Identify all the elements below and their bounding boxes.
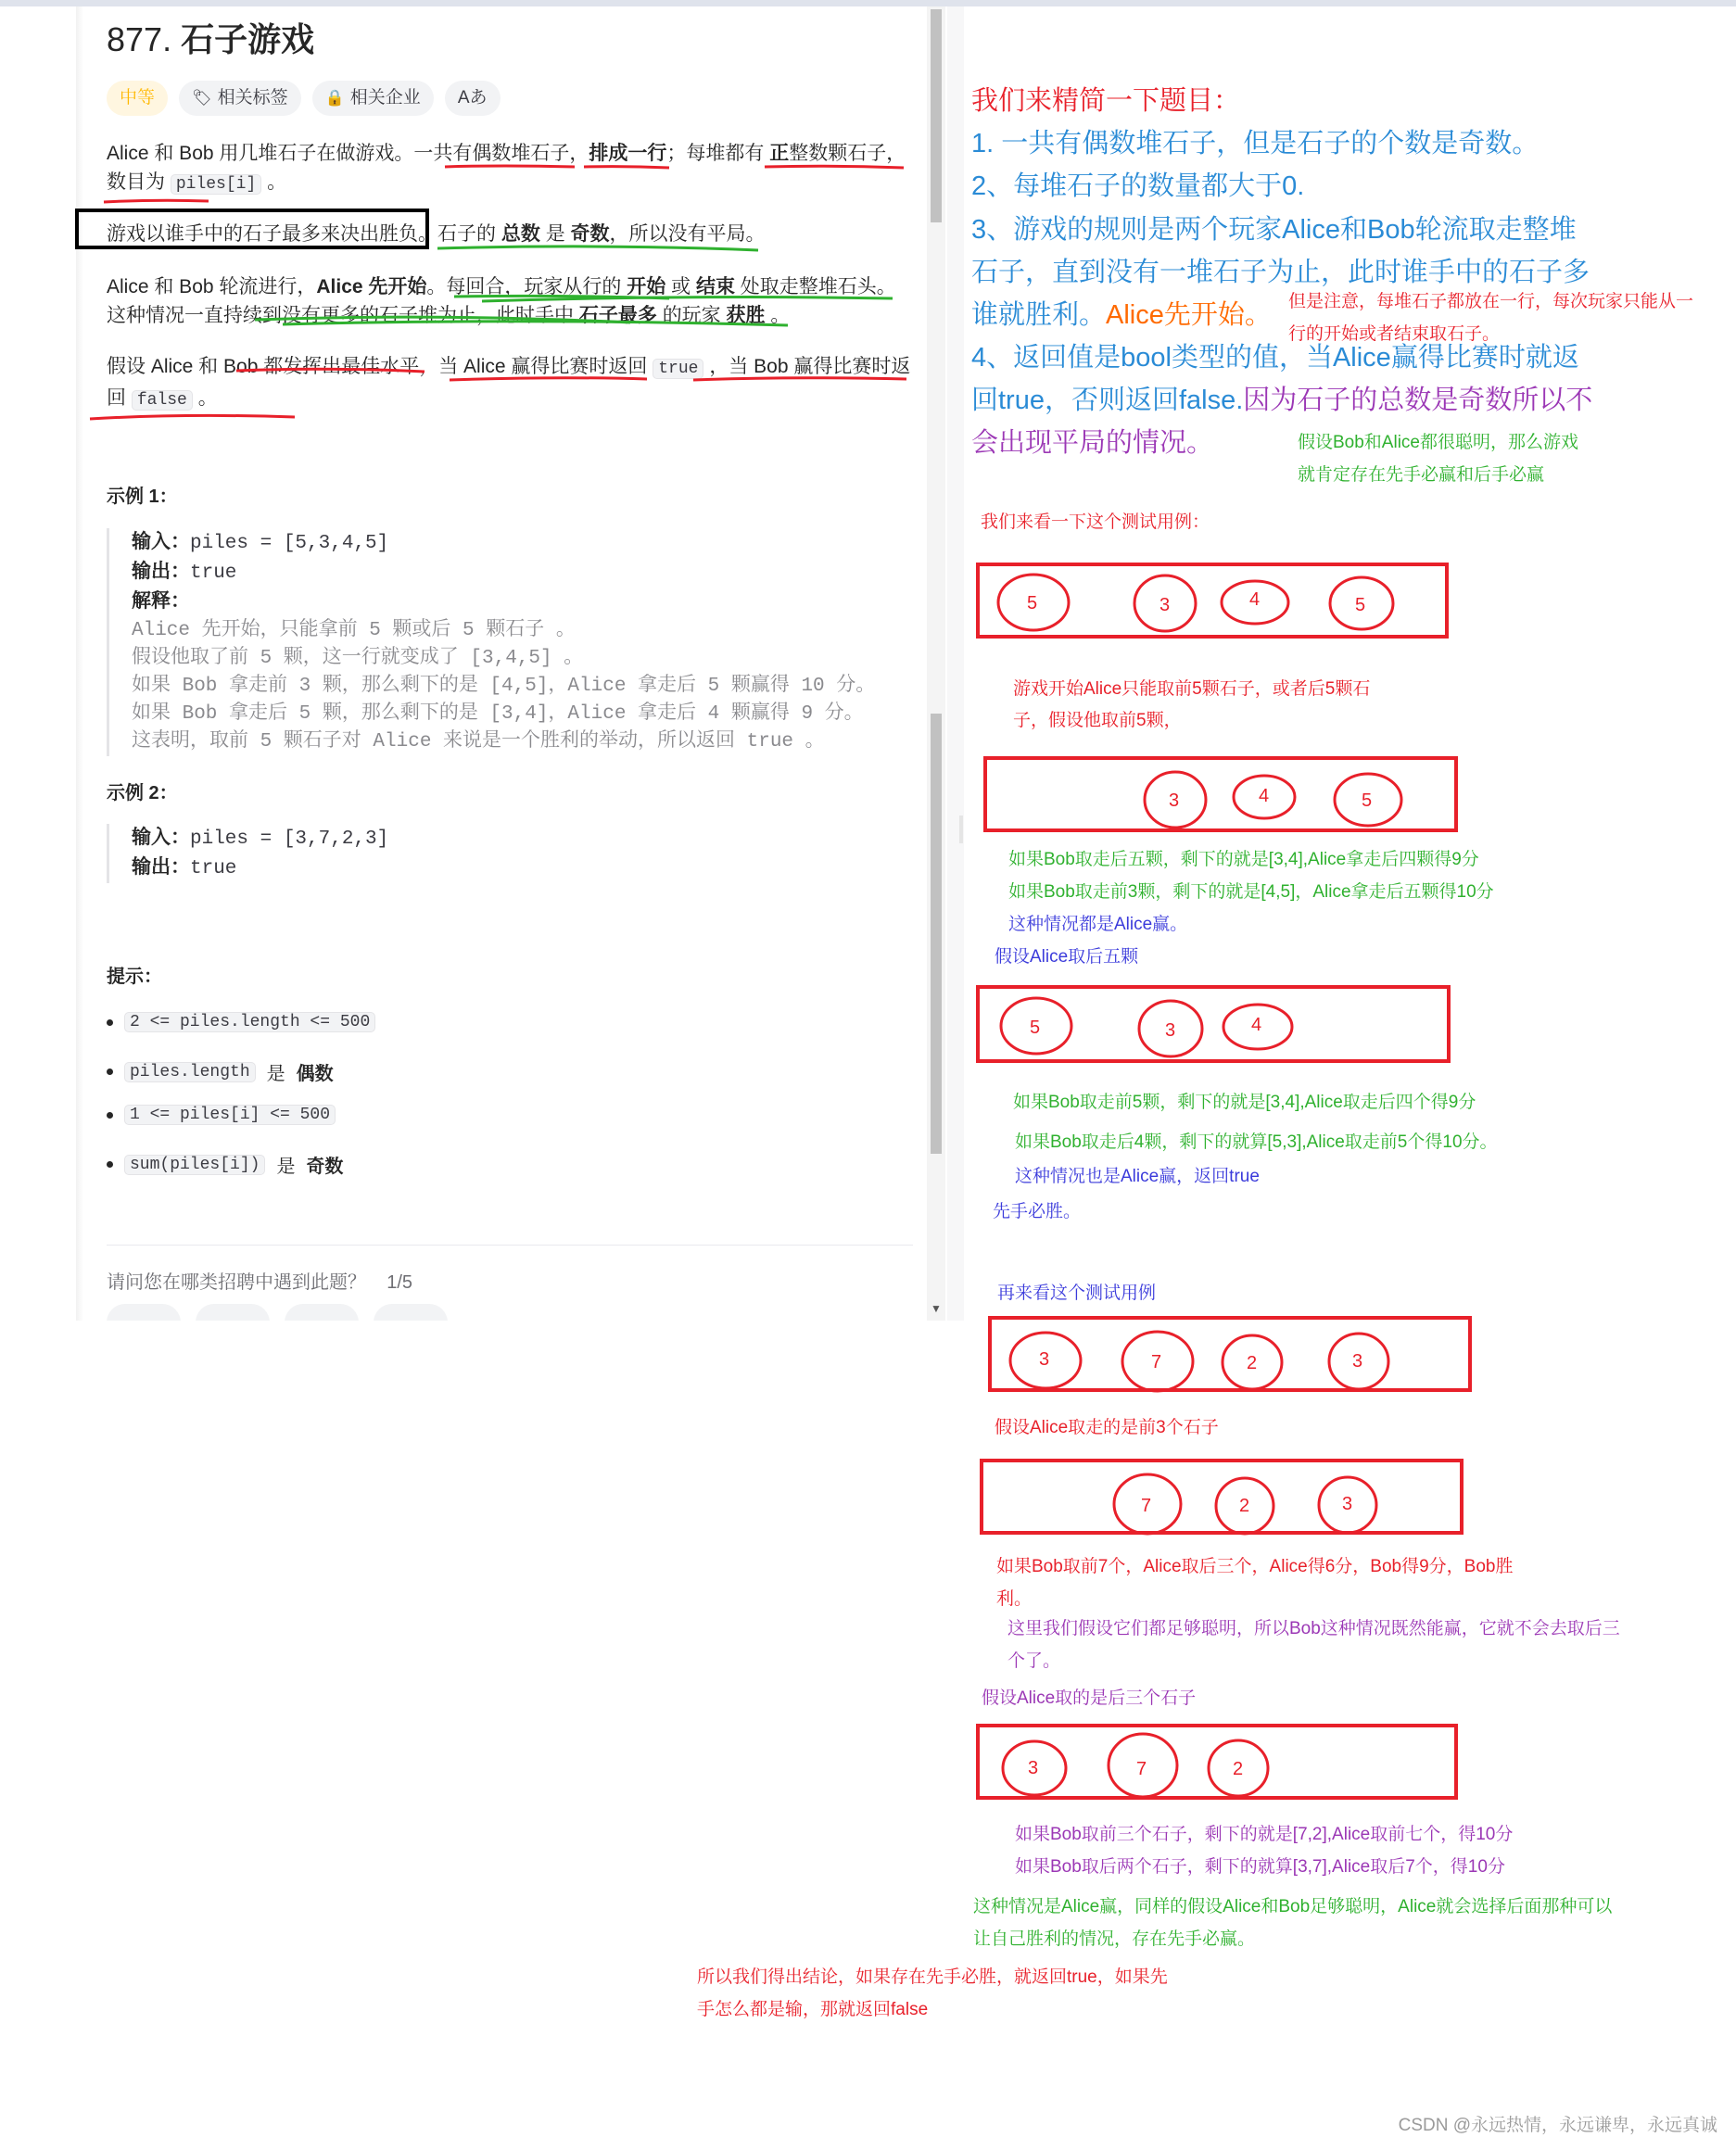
pile-value: 4 — [1259, 786, 1270, 806]
difficulty-badge[interactable]: 中等 — [107, 81, 168, 116]
pile-value: 7 — [1151, 1352, 1162, 1372]
hint-item: piles.length 是 偶数 — [107, 1058, 334, 1085]
red-underlines — [90, 166, 906, 419]
description-para-1: Alice 和 Bob 用几堆石子在做游戏。一共有偶数堆石子，排成一行；每堆都有 正整数颗石子， 数目为 piles[i] 。 — [107, 143, 906, 194]
note-line: 3、游戏的规则是两个玩家Alice和Bob轮流取走整堆 — [971, 215, 1577, 245]
note-small: 但是注意，每堆石子都放在一行，每次玩家只能从一 — [1288, 292, 1694, 311]
translate-icon: Aあ — [457, 88, 488, 108]
pile-value: 3 — [1169, 790, 1180, 811]
pile-value: 7 — [1136, 1759, 1147, 1779]
pile-value: 5 — [1027, 593, 1038, 613]
hints-heading: 提示： — [107, 967, 162, 987]
pile-value: 7 — [1141, 1496, 1152, 1516]
problem-title: 877. 石子游戏 — [107, 20, 315, 58]
example-2-heading: 示例 2： — [107, 783, 178, 803]
note-line: 2、每堆石子的数量都大于0. — [971, 171, 1305, 201]
pile-value: 5 — [1362, 790, 1373, 811]
note-small: 这种情况都是Alice赢。 — [1008, 915, 1188, 934]
watermark: CSDN @永远热情，永远谦卑，永远真诚 — [1398, 2116, 1717, 2135]
note-small: 这种情况是Alice赢，同样的假设Alice和Bob足够聪明，Alice就会选择后面那种可以 — [973, 1897, 1613, 1916]
note-small: 我们来看一下这个测试用例： — [981, 512, 1210, 532]
note-small: 行的开始或者结束取石子。 — [1288, 324, 1501, 344]
description-para-3: Alice 和 Bob 轮流进行，Alice 先开始。每回合，玩家从行的 开始 或 结束 处取走整堆石头。 这种情况一直持续到没有更多的石子堆为止，此时手中 石子最多 的玩家 获胜 。 — [107, 276, 896, 326]
pile-value: 3 — [1159, 595, 1171, 615]
green-underlines — [255, 247, 893, 325]
related-companies-button[interactable]: 🔒 相关企业 — [312, 81, 434, 116]
pile-value: 3 — [1352, 1351, 1363, 1372]
pile-value: 4 — [1251, 1015, 1262, 1035]
note-line: 谁就胜利。Alice先开始。 — [971, 300, 1272, 330]
description-para-4: 假设 Alice 和 Bob 都发挥出最佳水平，当 Alice 赢得比赛时返回 true ，当 Bob 赢得比赛时返 回 false 。 — [107, 356, 911, 410]
example-1-block: 输入：piles = [5,3,4,5] 输出：true 解释： Alice 先开始，只能拿前 5 颗或后 5 颗石子 。 假设他取了前 5 颗，这一行就变成了 [3,4,5] 。 如果 Bob 拿走前 3 颗，那么剩下的是 [4,5]，Alice 拿走后 5 颗赢得 10 分。 如果 Bob 拿走后 5 颗，那么剩下的是 [3,4]，Alice 拿走后 4 颗赢得 9 分。 这表明，取前 5 颗石子对 Alice 来说是一个胜利的举动，所以返回 true 。 — [107, 528, 938, 756]
note-small: 如果Bob取走后4颗，剩下的就算[5,3],Alice取走前5个得10分。 — [1015, 1132, 1498, 1152]
note-small: 假设Alice取走的是前3个石子 — [995, 1418, 1219, 1437]
note-small: 先手必胜。 — [993, 1202, 1082, 1221]
note-small: 如果Bob取走后五颗，剩下的就是[3,4],Alice拿走后四颗得9分 — [1008, 850, 1479, 869]
note-small: 利。 — [996, 1589, 1033, 1609]
note-small: 游戏开始Alice只能取前5颗石子，或者后5颗石 — [1013, 679, 1371, 699]
note-small: 假设Alice取后五颗 — [995, 947, 1139, 967]
note-small: 这种情况也是Alice赢，返回true — [1015, 1167, 1260, 1186]
pile-value: 4 — [1249, 589, 1261, 610]
note-small: 假设Bob和Alice都很聪明，那么游戏 — [1298, 433, 1578, 452]
note-small: 如果Bob取前三个石子，剩下的就是[7,2],Alice取前七个，得10分 — [1015, 1825, 1514, 1844]
pile-value: 2 — [1247, 1353, 1258, 1373]
scroll-down-icon[interactable]: ▼ — [931, 1302, 942, 1315]
pile-value: 3 — [1039, 1349, 1050, 1370]
pile-value: 2 — [1233, 1759, 1244, 1779]
pile-value: 3 — [1028, 1758, 1039, 1778]
note-small: 如果Bob取走前5颗，剩下的就是[3,4],Alice取走后四个得9分 — [1013, 1093, 1476, 1112]
highlight-frame — [77, 210, 427, 247]
lock-icon: 🔒 — [324, 89, 345, 107]
note-small: 就肯定存在先手必赢和后手必赢 — [1298, 465, 1545, 485]
hint-item: 2 <= piles.length <= 500 — [107, 1012, 375, 1032]
note-small: 如果Bob取前7个，Alice取后三个，Alice得6分，Bob得9分，Bob胜 — [996, 1557, 1514, 1576]
note-line: 回true，否则返回false.因为石子的总数是奇数所以不 — [971, 386, 1593, 415]
survey-question: 请问您在哪类招聘中遇到此题？ 1/5 — [107, 1272, 413, 1293]
pile-value: 5 — [1355, 595, 1366, 615]
pile-value: 5 — [1030, 1018, 1041, 1038]
pile-value: 3 — [1165, 1020, 1176, 1041]
note-line: 石子，直到没有一堆石子为止，此时谁手中的石子多 — [971, 258, 1590, 287]
note-small: 假设Alice取的是后三个石子 — [982, 1688, 1197, 1708]
note-small: 如果Bob取后两个石子，剩下的就算[3,7],Alice取后7个，得10分 — [1015, 1857, 1505, 1877]
pile-value: 3 — [1342, 1494, 1353, 1514]
pile-value: 2 — [1239, 1496, 1250, 1516]
note-small: 让自己胜利的情况，存在先手必赢。 — [973, 1929, 1256, 1949]
description-para-2: 游戏以谁手中的石子最多来决出胜负。石子的 总数 是 奇数，所以没有平局。 — [107, 223, 766, 245]
tag-icon: 🏷 — [192, 89, 212, 107]
hint-item: 1 <= piles[i] <= 500 — [107, 1105, 336, 1125]
note-line: 1. 一共有偶数堆石子，但是石子的个数是奇数。 — [971, 129, 1540, 158]
note-line: 会出现平局的情况。 — [971, 428, 1214, 458]
note-heading: 我们来精简一下题目： — [971, 86, 1241, 116]
conclusion-note: 手怎么都是输，那就返回false — [697, 2000, 929, 2019]
note-line: 4、返回值是bool类型的值，当Alice赢得比赛时就返 — [971, 343, 1579, 373]
conclusion-note: 所以我们得出结论，如果存在先手必胜，就返回true，如果先 — [697, 1967, 1168, 1987]
hint-item: sum(piles[i]) 是 奇数 — [107, 1151, 343, 1178]
note-small: 子，假设他取前5颗， — [1013, 711, 1182, 730]
related-tags-button[interactable]: 🏷 相关标签 — [179, 81, 301, 116]
example-1-heading: 示例 1： — [107, 487, 178, 507]
note-small: 这里我们假设它们都足够聪明，所以Bob这种情况既然能赢，它就不会去取后三 — [1007, 1619, 1620, 1638]
example-2-block: 输入：piles = [3,7,2,3] 输出：true — [107, 824, 938, 883]
note-small: 如果Bob取走前3颗，剩下的就是[4,5]，Alice拿走后五颗得10分 — [1008, 882, 1494, 902]
note-small: 个了。 — [1007, 1651, 1061, 1671]
note-small: 再来看这个测试用例 — [997, 1284, 1157, 1303]
